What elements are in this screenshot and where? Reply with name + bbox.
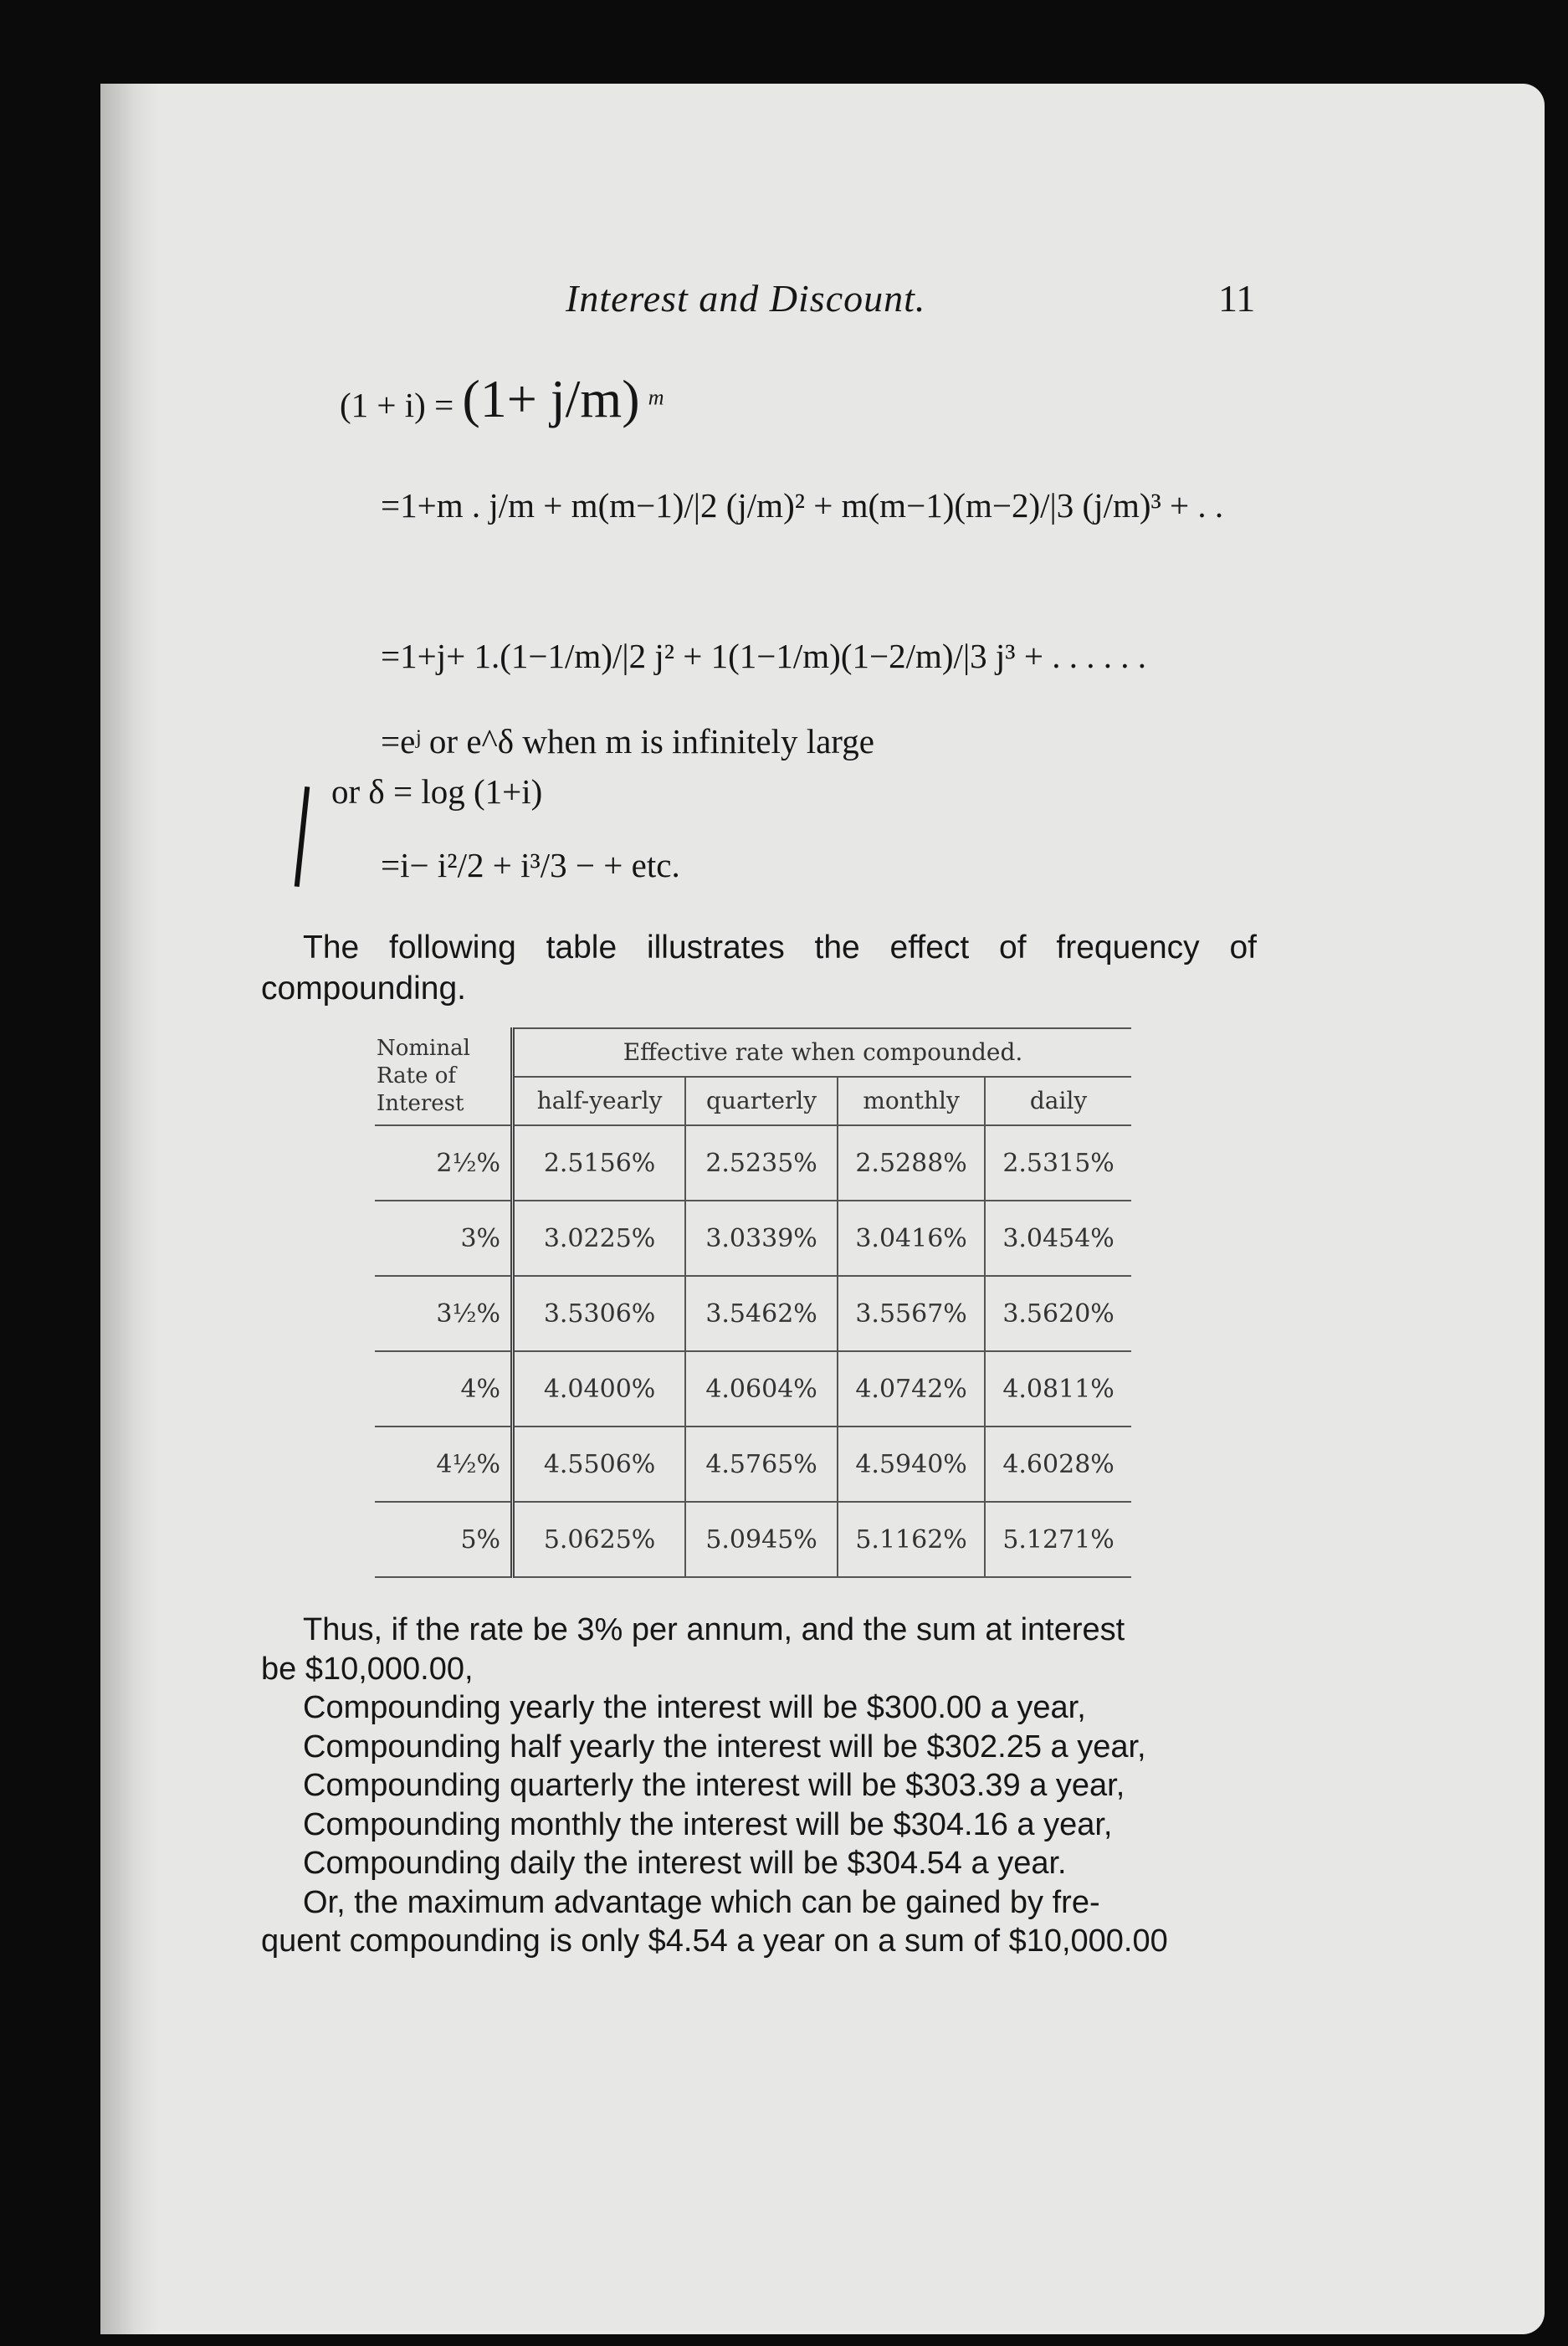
table-row [375,1201,1131,1276]
closing-text [261,1611,1257,1961]
table-cell: 4.5765% [685,1427,838,1502]
equation-line-4: =eʲ or e^δ when m is infinitely large [381,722,874,761]
closing-line: Compounding daily the interest will be $304.54 a year. [303,1846,1067,1881]
equation-line-3: =1+j+ 1.(1−1/m)/|2 j² + 1(1−1/m)(1−2/m)/|3 j³ + . . . . . . [381,637,1146,675]
table-cell: 4.0400% [513,1351,686,1427]
table-cell: 4.0742% [838,1351,985,1427]
equation-line-1-lhs: (1 + i) = [340,386,454,424]
closing-line: Compounding half yearly the interest will be $302.25 a year, [303,1729,1146,1765]
compounding-table [375,1027,1131,1578]
nominal-rate-cell: 4½% [375,1427,513,1502]
table-row [375,1351,1131,1427]
equation-line-5: or δ = log (1+i) [331,772,543,811]
table-cell: 2.5235% [685,1125,838,1201]
table-cell: 4.5506% [513,1427,686,1502]
nominal-rate-cell: 5% [375,1502,513,1577]
equation-line-1-exponent: m [648,385,664,410]
column-header-daily: daily [985,1077,1131,1125]
column-header-monthly: monthly [838,1077,985,1125]
closing-line: Compounding yearly the interest will be $300.00 a year, [303,1690,1086,1725]
table-cell: 3.5306% [513,1276,686,1351]
nominal-rate-header-line: Rate of [377,1063,457,1088]
table-cell: 4.5940% [838,1427,985,1502]
nominal-rate-cell: 2½% [375,1125,513,1201]
table-cell: 5.1162% [838,1502,985,1577]
table-row [375,1276,1131,1351]
table-cell: 4.0604% [685,1351,838,1427]
equation-line-1 [340,368,664,430]
table-cell: 4.0811% [985,1351,1131,1427]
closing-line: Compounding monthly the interest will be $304.16 a year, [303,1806,1113,1842]
table-cell: 3.0339% [685,1201,838,1276]
closing-line: Compounding quarterly the interest will be $303.39 a year, [303,1768,1125,1803]
equation-line-2: =1+m . j/m + m(m−1)/|2 (j/m)² + m(m−1)(m−2)/|3 (j/m)³ + . . [381,486,1224,525]
table-cell: 2.5288% [838,1125,985,1201]
table-cell: 3.5567% [838,1276,985,1351]
column-header-quarterly: quarterly [685,1077,838,1125]
intro-paragraph: The following table illustrates the effect of frequency of compounding. [261,930,1257,1007]
table-row [375,1427,1131,1502]
table-row [375,1502,1131,1577]
effective-rate-group-header: Effective rate when compounded. [513,1028,1131,1077]
table-cell: 4.6028% [985,1427,1131,1502]
table-cell: 5.0625% [513,1502,686,1577]
table-row [375,1125,1131,1201]
nominal-rate-cell: 3½% [375,1276,513,1351]
column-header-half-yearly: half-yearly [513,1077,686,1125]
table-cell: 3.0416% [838,1201,985,1276]
table-cell: 2.5156% [513,1125,686,1201]
binding-edge [100,84,159,2334]
table-cell: 5.0945% [685,1502,838,1577]
equation-line-6: =i− i²/2 + i³/3 − + etc. [381,846,680,884]
table-cell: 3.0225% [513,1201,686,1276]
table-cell: 2.5315% [985,1125,1131,1201]
nominal-rate-header [375,1028,513,1125]
closing-line: quent compounding is only $4.54 a year on a sum of $10,000.00 [261,1923,1168,1959]
table-cell: 5.1271% [985,1502,1131,1577]
nominal-rate-cell: 4% [375,1351,513,1427]
table-cell: 3.5462% [685,1276,838,1351]
table-cell: 3.5620% [985,1276,1131,1351]
nominal-rate-cell: 3% [375,1201,513,1276]
running-header: Interest and Discount. [566,277,926,320]
closing-line: Or, the maximum advantage which can be gained by fre- [303,1884,1100,1920]
table-header-row-1 [375,1028,1131,1077]
page-number: 11 [1218,277,1256,320]
nominal-rate-header-line: Interest [377,1091,464,1116]
closing-line: be $10,000.00, [261,1651,474,1687]
equation-line-1-rhs: (1+ j/m) [462,369,640,428]
nominal-rate-header-line: Nominal [377,1036,470,1061]
table-cell: 3.0454% [985,1201,1131,1276]
closing-line: Thus, if the rate be 3% per annum, and the sum at interest [303,1612,1125,1647]
